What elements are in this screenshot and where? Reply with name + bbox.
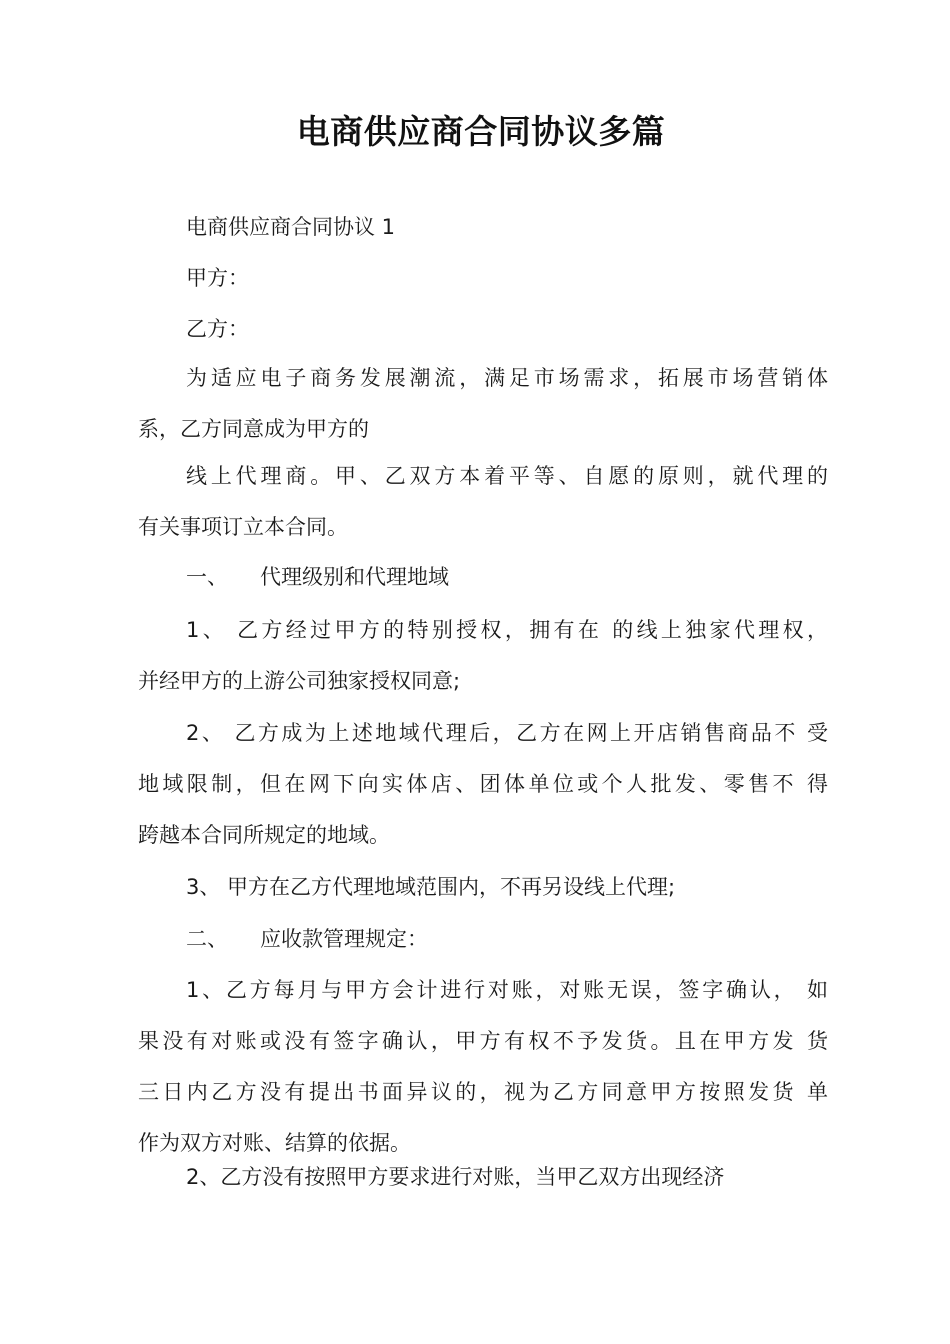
party-a-label: 甲方： [186,266,249,290]
intro-paragraph-2: 线上代理商。甲、乙双方本着平等、自愿的原则，就代理的 有关事项订立本合同。 [138,464,828,539]
section-2-heading [138,914,828,965]
section-2-number: 二、 [186,927,228,951]
section-1-item-3: 3、 甲方在乙方代理地域范围内，不再另设线上代理; [186,875,676,899]
section-1-item-2: 2、 乙方成为上述地域代理后，乙方在网上开店销售商品不 受 地域限制，但在网下向实体店、团体单位或个人批发、零售不 得 跨越本合同所规定的地域。 [138,721,828,847]
contract-heading: 电商供应商合同协议 1 [186,215,396,239]
section-2-item-1: 1、乙方每月与甲方会计进行对账，对账无误，签字确认， 如 果没有对账或没有签字确认，甲方有权不予发货。且在甲方发 货 三日内乙方没有提出书面异议的，视为乙方同意甲方按照发货 单 作为双方对账、结算的依据。 [138,978,828,1155]
document-title: 电商供应商合同协议多篇 [296,112,666,151]
section-1-title: 代理级别和代理地域 [260,565,449,589]
section-1-item-1: 1、 乙方经过甲方的特别授权，拥有在 的线上独家代理权， 并经甲方的上游公司独家授权同意; [138,618,828,693]
section-1-heading [138,552,828,603]
section-1-number: 一、 [186,565,228,589]
section-2-title: 应收款管理规定： [260,927,428,951]
intro-paragraph: 为适应电子商务发展潮流，满足市场需求，拓展市场营销体 系，乙方同意成为甲方的 [138,366,828,441]
section-2-item-2: 2、乙方没有按照甲方要求进行对账，当甲乙双方出现经济 [186,1165,725,1189]
party-b-label: 乙方： [186,317,249,341]
